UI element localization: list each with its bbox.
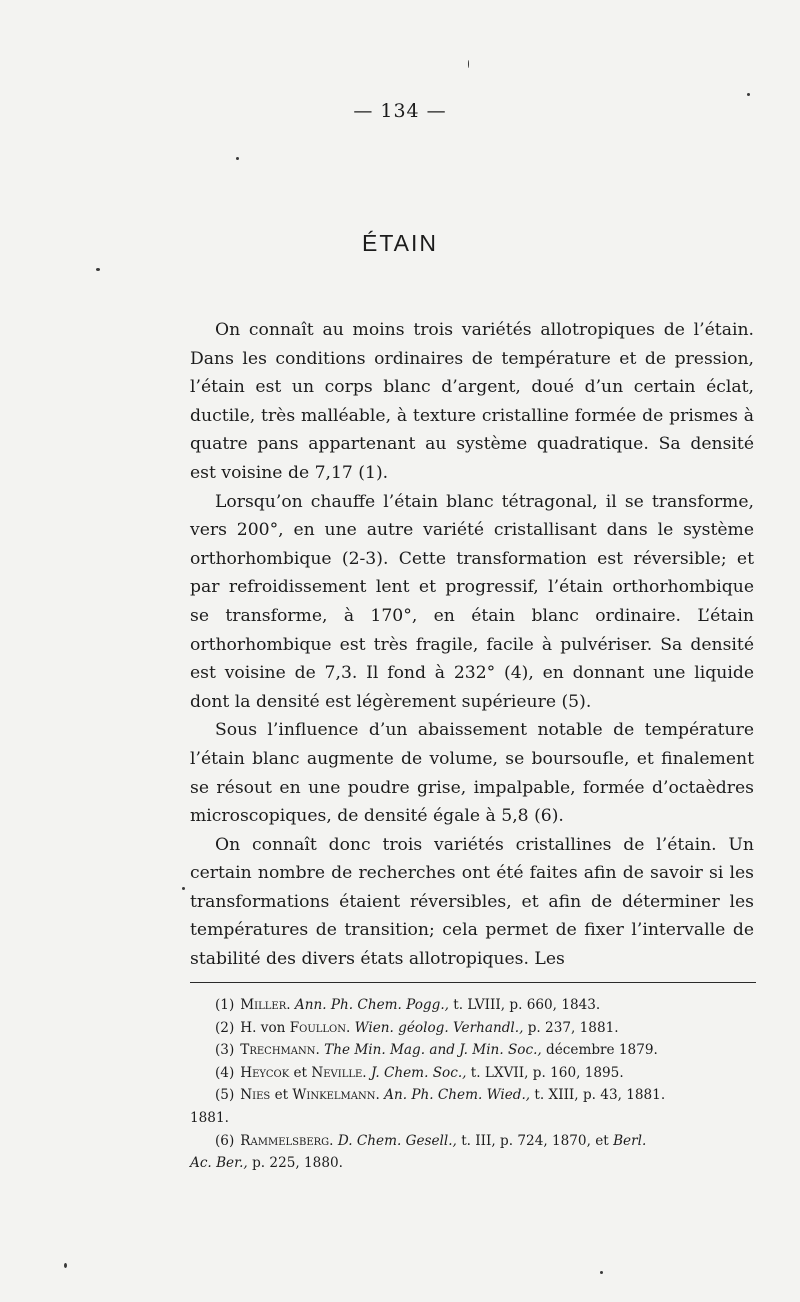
scan-speck	[96, 268, 100, 271]
scan-speck	[468, 60, 469, 68]
scan-speck	[600, 1271, 603, 1274]
paragraph: On connaît donc trois variétés cristallines de l’étain. Un certain nombre de recherches ont été faites afin de savoir si les transformations étaient réversibles, et afin de déterminer les températures de transition; cela permet de fixer l’intervalle de stabilité des divers états allotropiques. Les	[190, 834, 754, 970]
footnote-2: (2) H. von Foullon. Wien. géolog. Verhandl., p. 237, 1881.	[215, 1019, 619, 1036]
footnote-4: (4) Heycok et Neville. J. Chem. Soc., t. LXVII, p. 160, 1895.	[215, 1064, 624, 1081]
footnote-1: (1) Miller. Ann. Ph. Chem. Pogg., t. LVIII, p. 660, 1843.	[215, 997, 601, 1013]
paragraph: On connaît au moins trois variétés allotropiques de l’étain. Dans les conditions ordinaires de température et de pression, l’étain est un corps blanc d’argent, doué d’un certain éclat, ductile, très malléable, à texture cristalline formée de prismes à quatre pans appartenant au système quadratique. Sa densité est voisine de 7,17 (1).	[190, 320, 754, 483]
paragraph: Sous l’influence d’un abaissement notable de température l’étain blanc augmente de volume, se boursoufle, et finalement se résout en une poudre grise, impalpable, formée d’octaèdres microscopiques, de densité égale à 5,8 (6).	[190, 720, 754, 827]
footnotes	[190, 994, 756, 1175]
scan-speck	[236, 157, 239, 160]
footnote-5-continuation: 1881.	[190, 1109, 229, 1126]
footnote-5: (5) Nies et Winkelmann. An. Ph. Chem. Wied., t. XIII, p. 43, 1881.	[215, 1087, 666, 1104]
footnote-3: (3) Trechmann. The Min. Mag. and J. Min. Soc., décembre 1879.	[215, 1042, 658, 1059]
scan-speck	[747, 93, 750, 96]
chapter-title: ÉTAIN	[361, 230, 439, 256]
footnote-6: (6) Rammelsberg. D. Chem. Gesell., t. III, p. 724, 1870, et Berl.	[215, 1132, 647, 1149]
body-text	[190, 316, 754, 974]
scan-speck	[64, 1263, 67, 1268]
paragraph: Lorsqu’on chauffe l’étain blanc tétragonal, il se transforme, vers 200°, en une autre variété cristallisant dans le système orthorhombique (2-3). Cette transformation est réversible; et par refroidissement lent et progressif, l’étain orthorhombique se transforme, à 170°, en étain blanc ordinaire. L’étain orthorhombique est très fragile, facile à pulvériser. Sa densité est voisine de 7,3. Il fond à 232° (4), en donnant une liquide dont la densité est légèrement supérieure (5).	[190, 491, 754, 712]
footnote-divider	[190, 982, 756, 983]
page-number: — 134 —	[353, 100, 447, 122]
footnote-6-continuation: Ac. Ber., p. 225, 1880.	[190, 1155, 343, 1172]
scan-speck	[182, 887, 185, 890]
